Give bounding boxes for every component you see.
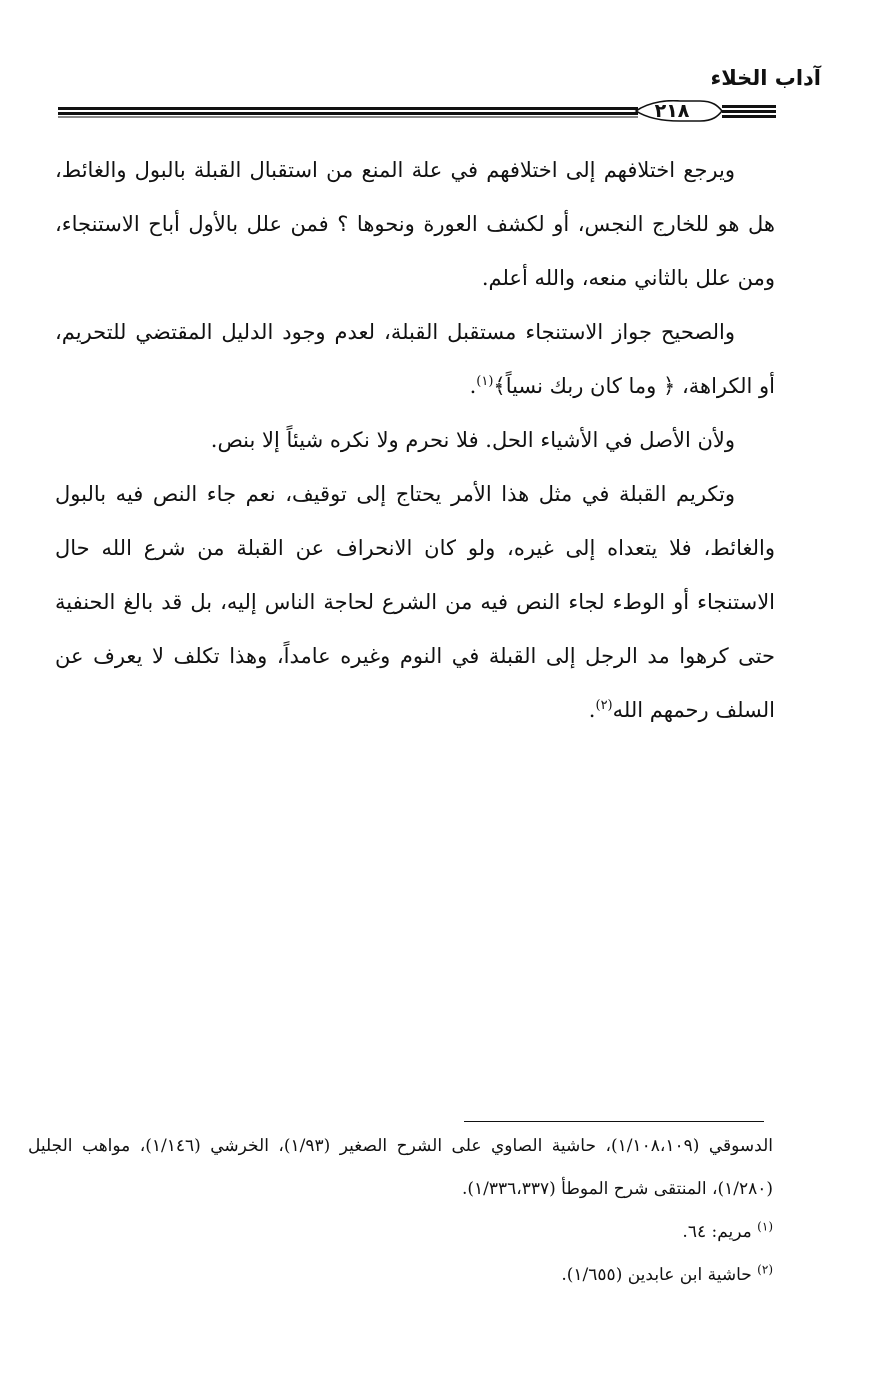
footnotes [28, 1125, 773, 1297]
paragraph-4-end: . [588, 698, 596, 722]
paragraph-2-text: والصحيح جواز الاستنجاء مستقبل القبلة، لعدم وجود الدليل المقتضي للتحريم، أو الكراهة، ﴿ وما كان ربك نسياً﴾ [55, 320, 775, 398]
paragraph-1: ويرجع اختلافهم إلى اختلافهم في علة المنع من استقبال القبلة بالبول والغائط، هل هو للخارج النجس، أو لكشف العورة ونحوها ؟ فمن علل بالأول أباح الاستنجاء، ومن علل بالثاني منعه، والله أعلم. [55, 158, 775, 290]
running-head-title: آداب الخلاء [710, 66, 821, 90]
footnote-separator [464, 1121, 764, 1122]
footnote-ref-2: (٢) [595, 698, 613, 713]
footnote-ref-1: (١) [476, 374, 494, 389]
footnote-2-mark: (٢) [757, 1262, 773, 1277]
page-number: ٢١٨ [654, 100, 690, 122]
footnote-1 [28, 1211, 773, 1254]
paragraph-4-text: وتكريم القبلة في مثل هذا الأمر يحتاج إلى توقيف، نعم جاء النص فيه بالبول والغائط، فلا يتعداه إلى غيره، ولو كان الانحراف عن القبلة من شرع الله حال الاستنجاء أو الوطء لجاء النص فيه من الشرع لحاجة الناس إليه، بل قد بالغ الحنفية حتى كرهوا مد الرجل إلى القبلة في النوم وغيره عامداً، وهذا تكلف لا يعرف عن السلف رحمهم الله [55, 482, 775, 722]
footnote-2-text: حاشية ابن عابدين (١/٦٥٥). [561, 1265, 752, 1285]
paragraph-2 [55, 305, 775, 413]
body-text [55, 143, 775, 737]
paragraph-2-end: . [469, 374, 477, 398]
paragraph-3: ولأن الأصل في الأشياء الحل. فلا نحرم ولا نكره شيئاً إلا بنص. [210, 428, 735, 452]
footnote-2 [28, 1254, 773, 1297]
footnote-1-mark: (١) [757, 1219, 773, 1234]
paragraph-4 [55, 467, 775, 737]
footnote-1-text: مريم: ٦٤. [682, 1222, 752, 1242]
footnote-continued: الدسوقي (١/١٠٨،١٠٩)، حاشية الصاوي على الشرح الصغير (١/٩٣)، الخرشي (١/١٤٦)، مواهب الجليل (١/٢٨٠)، المنتقى شرح الموطأ (١/٣٣٦،٣٣٧). [28, 1136, 773, 1199]
